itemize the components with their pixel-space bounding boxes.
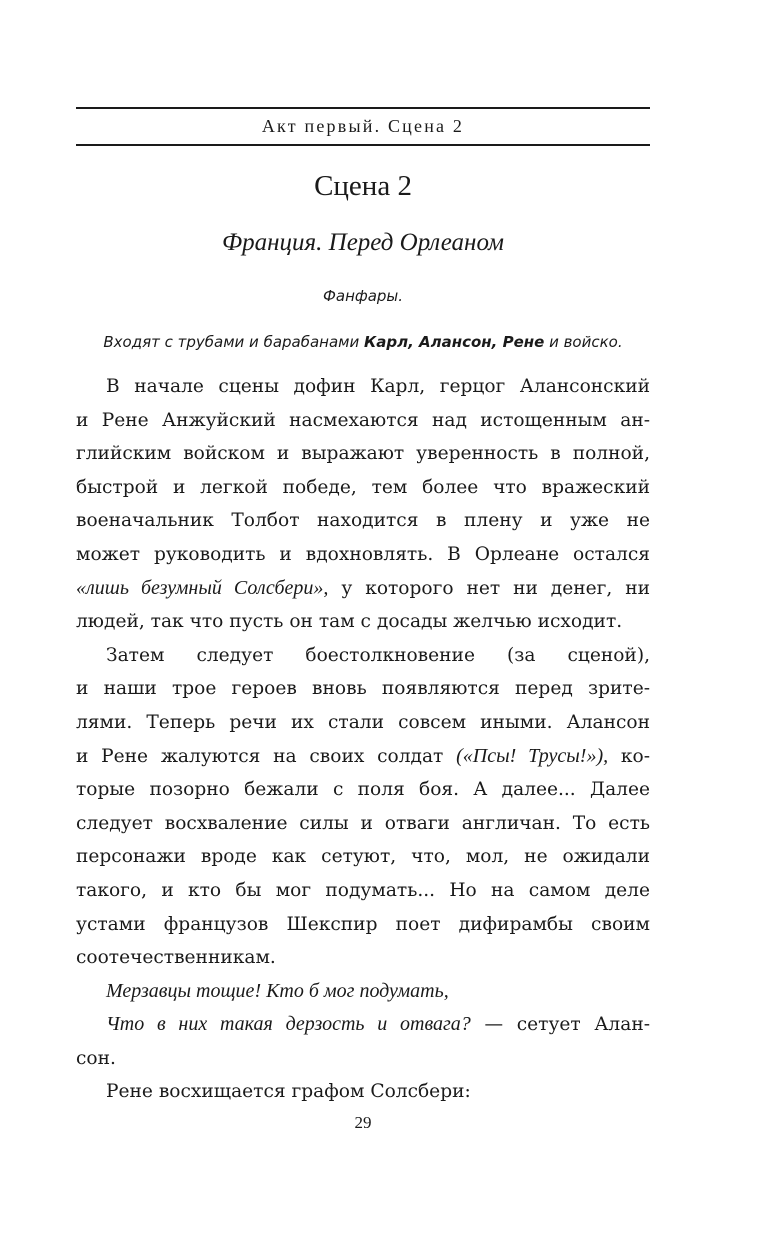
scene-title: Сцена 2 [314, 170, 412, 202]
p2-line: соотечественникам. [76, 947, 276, 969]
p2-line: лями. Теперь речи их стали совсем иными. Алансон [76, 711, 650, 733]
p2-line: торые позорно бежали с поля боя. А далее... Далее [76, 779, 650, 801]
body-text [76, 370, 650, 1109]
p1-line: может руководить и вдохновлять. В Орлеане остался [76, 543, 650, 565]
stage-enter-suffix: и войско. [544, 333, 623, 351]
p2-line: персонажи вроде как сетуют, что, мол, не ожидали [76, 846, 650, 868]
p2-line: и наши трое героев вновь появляются перед зрите- [76, 678, 650, 700]
p1-line: В начале сцены дофин Карл, герцог Алансонский [106, 376, 650, 397]
verse-attribution: — сетует Алан- [470, 1014, 650, 1036]
p1-line [76, 572, 650, 606]
scene-place: Франция. Перед Орлеаном [222, 229, 504, 256]
p2-line [76, 740, 650, 774]
p1-line: быстрой и легкой победе, тем более что вражеский [76, 476, 650, 498]
verse-line [76, 1008, 650, 1042]
stage-enter-prefix: Входят с трубами и барабанами [103, 333, 364, 351]
p1-line: людей, так что пусть он там с досады желчью исходит. [76, 611, 623, 633]
p2-line: Затем следует боестолкновение (за сценой), [106, 644, 650, 666]
p1-line: военачальник Толбот находится в плену и уже не [76, 510, 650, 532]
stage-enter-names: Карл, Алансон, Рене [364, 333, 545, 351]
p2-line-post: ко- [608, 745, 651, 767]
p1-line: глийским войском и выражают уверенность в полной, [76, 443, 650, 465]
stage-direction-fanfare: Фанфары. [322, 287, 404, 305]
p2-line: такого, и кто бы мог подумать... Но на самом деле [76, 879, 650, 901]
page-number: 29 [354, 1113, 372, 1132]
header-rule-top [76, 107, 650, 109]
quote-salisbury: «лишь безумный Солсбери», [76, 576, 329, 599]
p2-line: устами французов Шекспир поет дифирамбы своим [76, 913, 650, 935]
verse-line: сон. [76, 1047, 116, 1069]
p2-line: следует восхваление силы и отваги англичан. То есть [76, 812, 650, 834]
verse-line [76, 975, 650, 1009]
p1-line-rest: у которого нет ни денег, ни [328, 577, 650, 599]
header-rule-bottom [76, 144, 650, 146]
quote-cowards: («Псы! Трусы!»), [456, 744, 609, 767]
running-head: Акт первый. Сцена 2 [261, 116, 465, 136]
stage-direction-enter [76, 333, 650, 351]
p3-line: Рене восхищается графом Солсбери: [106, 1081, 471, 1103]
p2-line-pre: и Рене жалуются на своих солдат [76, 745, 457, 767]
verse-text: Что в них такая дерзость и отвага? [106, 1013, 471, 1036]
p1-line: и Рене Анжуйский насмехаются над истощенным ан- [76, 409, 650, 431]
verse-text: Мерзавцы тощие! Кто б мог подумать, [106, 979, 449, 1002]
